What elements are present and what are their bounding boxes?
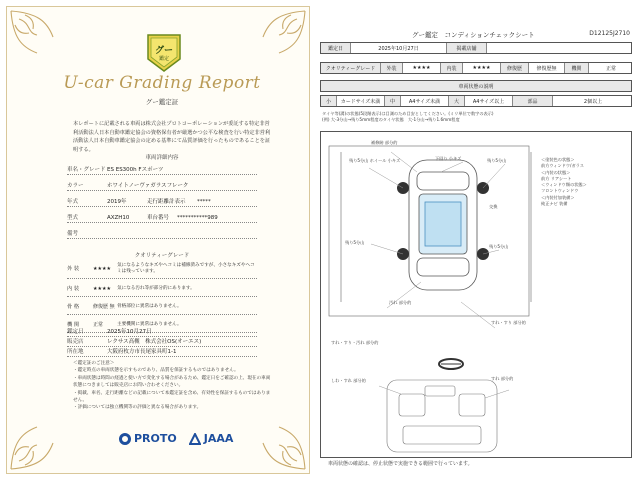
year-label: 年式	[67, 199, 79, 205]
jaaa-logo	[189, 432, 234, 445]
size-medium-desc: A4サイズ未満	[401, 96, 449, 106]
side-note: ＜ウィンドウ類の状態＞	[541, 182, 587, 188]
diagram-label: 汚れ 部分的	[389, 300, 412, 305]
model-label: 車名・グレード	[67, 167, 106, 173]
date-value: 2025年10月27日	[351, 43, 447, 53]
grade-stars: 正常	[93, 322, 104, 328]
store-label: 販売店	[67, 339, 84, 345]
inspection-date-row	[67, 325, 257, 337]
side-note: 純正ナビ 装備	[541, 201, 568, 207]
diagram-label: すれ 部分的	[491, 376, 514, 381]
parts-value: 2個以上	[583, 98, 603, 105]
size-small: 小	[321, 96, 337, 106]
note-item: ・車両状態は時間の経過と使い方で変化する場合があるため、鑑定日をご確認の上、現在の車両状態につきましては販売店にお問い合わせください。	[73, 375, 271, 389]
diagram-label: 残り5分山 ホイール 小キズ	[349, 158, 401, 163]
size-large: 大	[449, 96, 465, 106]
proto-logo	[119, 432, 177, 445]
engine-label: 機関	[565, 63, 589, 73]
notes-title: ＜鑑定証のご注意＞	[73, 361, 115, 366]
ornament-top-right	[239, 7, 309, 77]
store-row	[67, 337, 257, 347]
sheet-id: D12125J2710	[589, 30, 630, 37]
diagram-label: しわ・すれ 部分的	[331, 378, 366, 383]
grade-desc: 気になるようなキズやヘコミは補修済みですが、小さなキズやヘコミは残っています。	[117, 262, 255, 274]
jaaa-logo-text: JAAA	[203, 432, 234, 445]
sheet-footer: 車両状態の確認は、停止状態で実施できる範囲で行っています。	[328, 461, 473, 467]
proto-logo-text: PROTO	[134, 432, 177, 445]
logos	[119, 432, 233, 445]
side-note: ＜内装の状態＞	[541, 169, 571, 175]
side-note: フロントウィンドウ	[541, 188, 579, 194]
grade-label: 機 関	[67, 322, 80, 328]
inspection-date-value: 2025年10月27日	[107, 329, 152, 335]
exterior-value: ★★★★	[403, 63, 441, 73]
quality-label: クオリティーグレード	[321, 63, 381, 73]
type-row	[67, 209, 257, 223]
remarks-label: 備考	[67, 231, 79, 237]
type-value: AXZH10	[107, 215, 130, 221]
ornament-bottom-right	[239, 403, 309, 473]
diagram-label: 残り5分山	[487, 158, 507, 163]
grade-desc: 気になる汚れ等が部分的にあります。	[117, 285, 195, 291]
vehicle-section-heading: 車両詳細内容	[145, 155, 179, 161]
state-header: 車両状態の説明	[320, 80, 632, 92]
diagram-label: 下回り 小キズ	[435, 156, 462, 161]
goo-appraisal-badge	[146, 33, 182, 73]
size-large-desc: A4サイズ以上	[465, 96, 513, 106]
color-value: ホワイトノーヴァガラスフレーク	[107, 183, 189, 189]
date-label: 鑑定日	[321, 43, 351, 53]
note-item: ・掲載、車名、走行距離などの記載について本鑑定証を含め、有効性を保証するものではありません。	[73, 390, 271, 404]
grade-row-interior	[67, 281, 257, 297]
grade-stars: ★★★★	[93, 265, 111, 272]
grade-desc: 主要機関に異常はありません。	[117, 321, 182, 327]
store-value: レクサス高槻 株式会社OS(オーエス)	[107, 339, 202, 345]
chassis-value: ***********989	[177, 215, 218, 221]
proto-ring-icon	[119, 433, 131, 445]
legend-line: タイヤ等(溝)の状態(5段階表示)は目測のため目安としてください。(ミリ単位で数字の表示)	[322, 111, 494, 116]
diagram-label: すれ・すり・汚れ 部分的	[331, 340, 379, 345]
quality-grade-table	[320, 62, 632, 74]
color-label: カラー	[67, 183, 84, 189]
repair-value: 修復歴無	[529, 63, 565, 73]
remarks-row	[67, 225, 257, 239]
date-store-table	[320, 42, 632, 54]
side-note: ＜内装付加装備＞	[541, 194, 575, 200]
diagram-label: 残り5分山	[489, 244, 509, 249]
grade-row-exterior	[67, 259, 257, 279]
diagram-label: すれ・すり 部分的	[491, 320, 526, 325]
diagram-label: 残り5分山	[345, 240, 365, 245]
certificate-intro: 本レポートに記載される車両は株式会社プロトコーポレーションが委託する特定非営利活動法人日本自動車鑑定協会の資格保有者が厳選かつ公平な検査を行い特定非営利活動法人日本自動車鑑定協会の定める基準にて品質評価を行ったものであることを証明する。	[73, 121, 271, 153]
grading-report-title: U-car Grading Report	[63, 73, 261, 93]
grade-stars: ★★★★	[93, 285, 111, 292]
ornament-bottom-left	[7, 403, 77, 473]
side-note: 前方 リアシート	[541, 175, 572, 181]
grade-stars: 修復歴 無	[93, 304, 115, 310]
badge-main-text: グー	[154, 46, 173, 56]
vehicle-diagram	[320, 131, 632, 458]
note-item: ・評価については独立機関等の評価と異なる場合があります。	[73, 405, 202, 411]
interior-label: 内装	[441, 63, 463, 73]
interior-value: ★★★★	[463, 63, 501, 73]
chassis-label: 車台番号	[147, 215, 170, 221]
grade-label: 内 装	[67, 286, 80, 292]
badge-sub-text: 鑑定	[158, 56, 169, 62]
sheet-title: グー鑑定 コンディションチェックシート	[412, 31, 535, 39]
note-item: ・鑑定時点の車両状態を示すものであり、品質を保証するものではありません。	[73, 368, 239, 374]
exterior-label: 外装	[381, 63, 403, 73]
year-value: 2019年	[107, 199, 127, 205]
jaaa-mark-icon	[189, 433, 201, 445]
inspection-date-label: 鑑定日	[67, 329, 84, 335]
mileage-value: *****	[197, 199, 211, 205]
condition-check-sheet	[320, 28, 632, 474]
type-label: 型式	[67, 215, 79, 221]
model-row	[67, 161, 257, 175]
mileage-label: 走行距離計表示	[147, 199, 186, 205]
year-row	[67, 193, 257, 207]
ornament-top-left	[7, 7, 77, 77]
grading-certificate	[6, 6, 310, 474]
model-value: ES ES300h Fスポーツ	[107, 167, 164, 173]
size-small-desc: カードサイズ未満	[337, 96, 385, 106]
engine-value: 正常	[605, 65, 616, 72]
grade-label: 外 装	[67, 266, 80, 272]
grade-desc: 骨格部位に異常はありません。	[117, 303, 182, 309]
size-medium: 中	[385, 96, 401, 106]
color-row	[67, 177, 257, 191]
certificate-notes	[73, 360, 273, 412]
store-label: 掲載店舗	[447, 43, 487, 53]
legend-line: (例) 大-3分山→残り5mm程度のタイヤ状態 大-1分山→残り1.6mm程度	[322, 117, 460, 122]
grade-row-frame	[67, 299, 257, 315]
address-row	[67, 347, 257, 357]
parts-label: 部品	[513, 96, 553, 106]
grade-label: 骨 格	[67, 304, 80, 310]
side-note: 前方ウィンドウ/ガラス	[541, 163, 584, 169]
quality-section-heading: クオリティーグレード	[134, 253, 190, 259]
address-label: 所在地	[67, 349, 84, 355]
address-value: 大阪府枚方市長尾家具町1-1	[107, 349, 177, 355]
side-note: ＜塗装色の状態＞	[541, 157, 575, 162]
size-legend-table	[320, 95, 632, 107]
diagram-label: 補修跡 部分的	[371, 140, 398, 145]
side-notes	[541, 157, 625, 207]
repair-label: 修復歴	[501, 63, 529, 73]
certificate-name: グー鑑定証	[145, 98, 179, 106]
diagram-label: 交換	[489, 204, 498, 209]
